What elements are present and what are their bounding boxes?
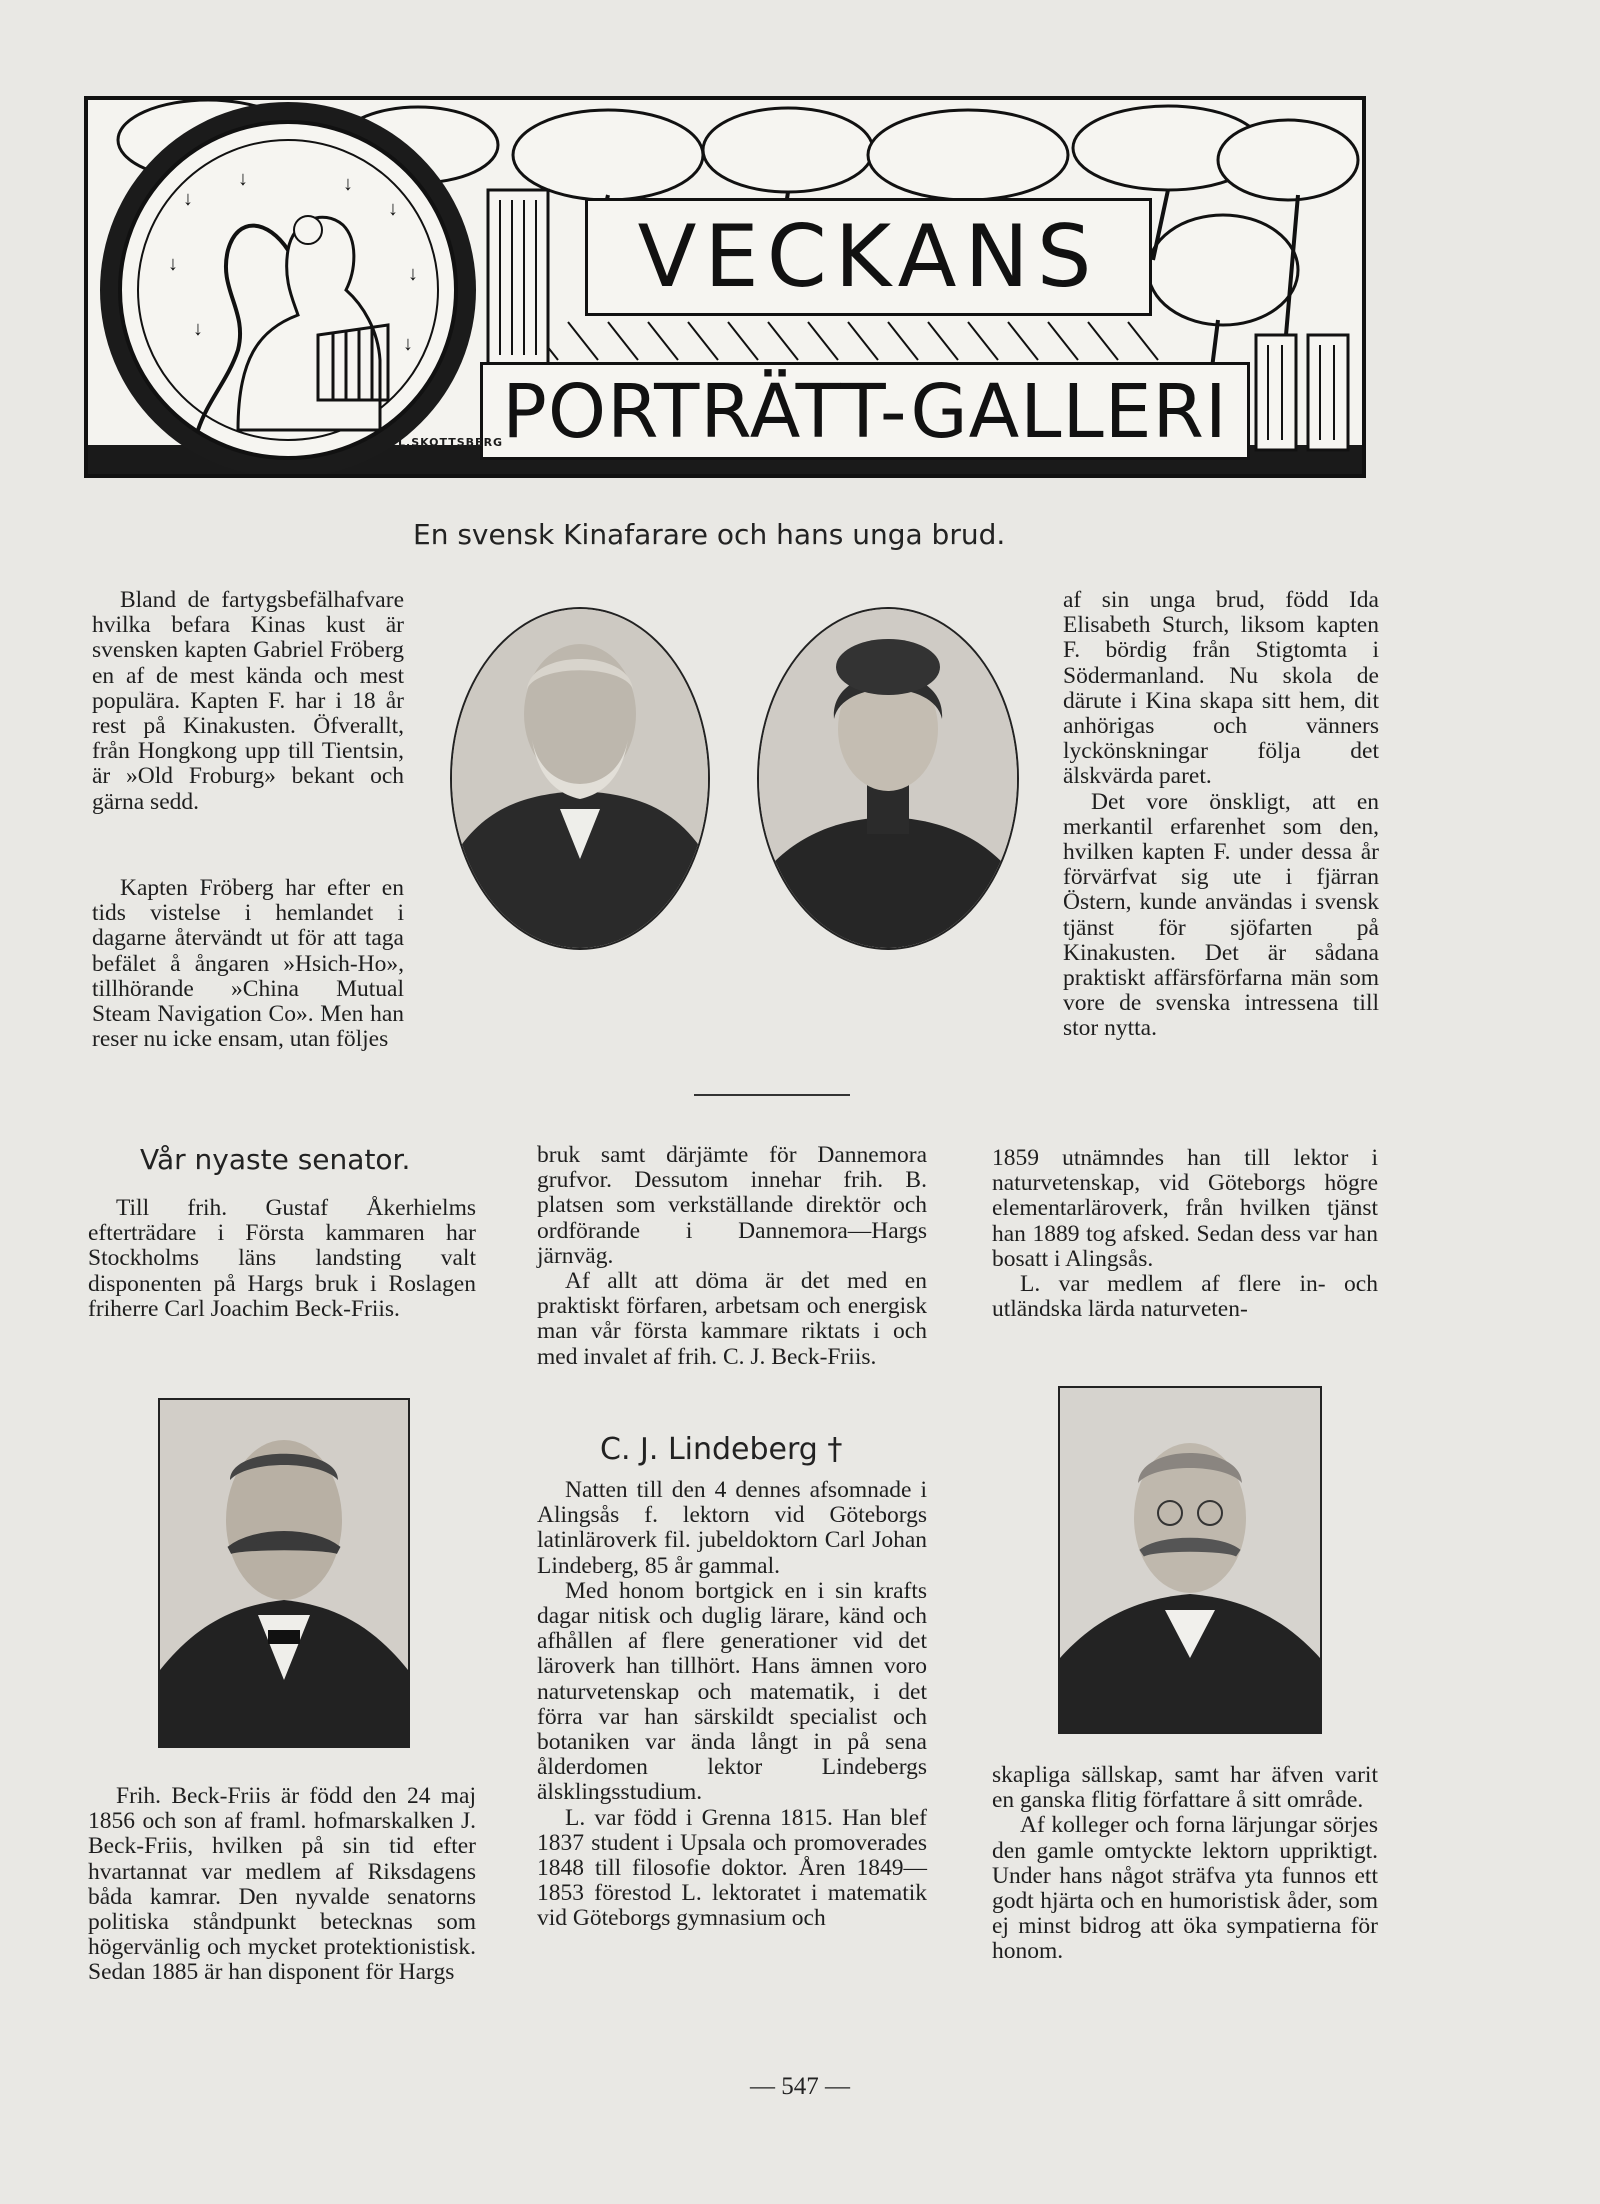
article-3-right-bottom: [992, 1763, 1378, 1965]
article-2-continuation-para-1: bruk samt därjämte för Dannemora grufvor. Dessutom innehar frih. B. platsen som verkställande direktör och ordförande i Dannemora—Hargs järnväg.: [537, 1142, 927, 1269]
article-3-right-top-para-2: L. var medlem af flere in- och utländska lärda naturveten-: [992, 1271, 1378, 1323]
article-1-right-para-1: af sin unga brud, född Ida Elisabeth Sturch, liksom kapten F. bördig från Stigtomta i Södermanland. Nu skola de därute i Kina skapa sitt hem, dit anhörigas och vänners lyckönskningar följa det älskvärda paret.: [1063, 587, 1379, 790]
masthead-title-veckans: VECKANS: [585, 198, 1152, 316]
svg-text:↓: ↓: [193, 318, 203, 340]
article-2-intro-para: Till frih. Gustaf Åkerhielms efterträdare i Första kammaren har Stockholms läns landsting valt disponenten på Hargs bruk i Roslagen friherre Carl Joachim Beck-Friis.: [88, 1195, 476, 1322]
article-3-right-top-para-1: 1859 utnämndes han till lektor i naturvetenskap, vid Göteborgs högre elementarläroverk, från hvilken tjänst han 1889 tog afsked. Sedan dess var han bosatt i Alingsås.: [992, 1145, 1378, 1272]
page-number: — 547 —: [750, 2073, 850, 2100]
section-divider: [694, 1094, 850, 1096]
article-1-left-text-top: [92, 588, 404, 815]
article-1-left-text-mid: [92, 876, 404, 1052]
article-3-para-2: Med honom bortgick en i sin krafts dagar nitisk och duglig lärare, känd och afhållen af flere generationer vid det läroverk han tillhört. Hans ämnen voro naturvetenskap och matematik, i det förra var han särskildt specialist och botaniken var ända långt in på sena ålderdomen lektor Lindebergs älsklingsstudium.: [537, 1577, 927, 1806]
svg-text:↓: ↓: [403, 333, 413, 355]
article-1-right-text: [1063, 588, 1379, 1042]
masthead-title-portratt-galleri: PORTRÄTT-GALLERI: [480, 362, 1250, 460]
article-2-bio: [88, 1784, 476, 1986]
article-2-bio-para: Frih. Beck-Friis är född den 24 maj 1856 och son af framl. hofmarskalken J. Beck-Friis, hvilken på sin tid efter hvartannat var medlem af Riksdagens båda kamrar. Den nyvalde senatorns politiska ståndpunkt betecknas som högervänlig och mycket protektionistisk. Sedan 1885 är han disponent för Hargs: [88, 1783, 476, 1986]
article-3-right-bottom-para-1: skapliga sällskap, samt har äfven varit en ganska flitig författare å sitt område.: [992, 1762, 1378, 1814]
article-3-text: [537, 1478, 927, 1932]
svg-text:↓: ↓: [388, 198, 398, 220]
svg-text:↓: ↓: [408, 263, 418, 285]
portrait-lindeberg: [1058, 1386, 1322, 1734]
svg-text:↓: ↓: [343, 173, 353, 195]
artist-signature: L.SKOTTSBERG: [398, 436, 504, 449]
article-2-heading: Vår nyaste senator.: [140, 1143, 411, 1176]
article-3-para-1: Natten till den 4 dennes afsomnade i Alingsås f. lektorn vid Göteborgs latinläroverk fil. jubeldoktorn Carl Johan Lindeberg, 85 år gammal.: [537, 1477, 927, 1579]
svg-text:↓: ↓: [168, 253, 178, 275]
svg-text:↓: ↓: [238, 168, 248, 190]
article-1-right-para-2: Det vore önskligt, att en merkantil erfarenhet som den, hvilken kapten F. under dessa år förvärfvat sig ute i fjärran Östern, kunde användas i svensk tjänst för sjöfarten på Kinakusten. Det är sådana praktiskt affärsförfarna män som vore de svenska intressena till stor nytta.: [1063, 788, 1379, 1042]
article-2-intro: [88, 1196, 476, 1322]
article-1-left-para-1: Bland de fartygsbefälhafvare hvilka befara Kinas kust är svensken kapten Gabriel Fröberg en af de mest kända och mest populära. Kapten F. har i 18 år rest på Kinakusten. Öfverallt, från Hongkong upp till Tientsin, är »Old Froburg» bekant och gärna sedd.: [92, 587, 404, 815]
article-3-heading: C. J. Lindeberg †: [600, 1432, 843, 1467]
article-1-heading: En svensk Kinafarare och hans unga brud.: [413, 518, 1006, 551]
masthead-banner: [84, 96, 1366, 478]
portrait-ida-sturch: [757, 607, 1019, 950]
article-3-para-3: L. var född i Grenna 1815. Han blef 1837 student i Upsala och promoverades 1848 till filosofie doktor. Åren 1849—1853 förestod L. lektoratet i matematik vid Göteborgs gymnasium och: [537, 1804, 927, 1932]
svg-text:↓: ↓: [183, 188, 193, 210]
portrait-beck-friis: [158, 1398, 410, 1748]
article-2-continuation: [537, 1143, 927, 1370]
portrait-captain-froberg: [450, 607, 710, 950]
article-2-continuation-para-2: Af allt att döma är det med en praktiskt förfaren, arbetsam och energisk man vår första kammare riktats i och med invalet af frih. C. J. Beck-Friis.: [537, 1268, 927, 1370]
article-3-right-bottom-para-2: Af kolleger och forna lärjungar sörjes den gamle omtyckte lektorn uppriktigt. Under hans något sträfva yta funnos ett godt hjärta och en humoristisk åder, som ej minst bidrog att öka sympatierna för honom.: [992, 1812, 1378, 1965]
article-3-right-top: [992, 1146, 1378, 1322]
article-1-left-para-2: Kapten Fröberg har efter en tids vistelse i hemlandet i dagarne återvändt ut för att taga befälet å ångaren »Hsich-Ho», tillhörande »China Mutual Steam Navigation Co». Men han reser nu icke ensam, utan följes: [92, 875, 404, 1053]
